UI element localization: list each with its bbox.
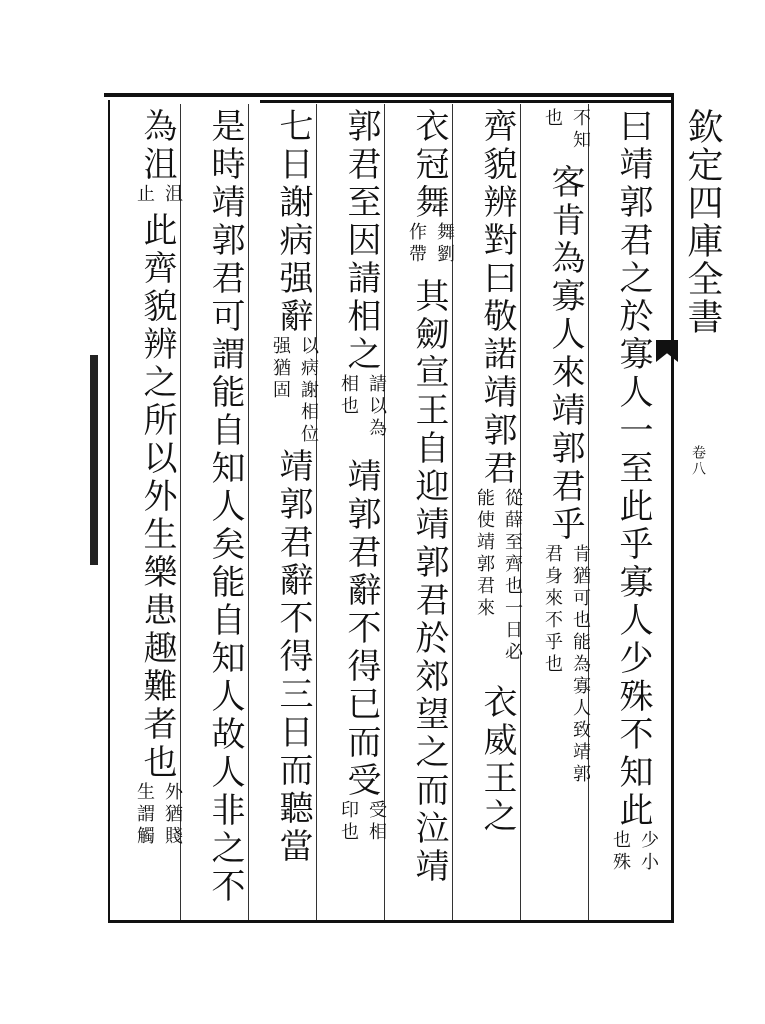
annotation-text: 沮止 <box>134 184 183 206</box>
margin-book-title: 欽定四庫全書 <box>682 108 723 336</box>
main-text: 靖郭君辭不得三日而聽當 <box>273 448 313 866</box>
text-column <box>262 108 322 918</box>
margin-juan-number: 卷八 <box>690 445 706 477</box>
main-text: 客肯為寡人來靖郭君乎 <box>545 164 585 544</box>
annotation-text: 請以為相也 <box>338 374 387 440</box>
text-column <box>194 108 254 918</box>
main-text: 齊貌辨對曰敬諾靖郭君 <box>477 108 517 488</box>
binding-edge-mark <box>90 355 98 565</box>
main-text: 七日謝病强辭 <box>273 108 313 336</box>
annotation-text: 少小也殊 <box>610 830 659 874</box>
main-text: 郭君至因請相之 <box>341 108 381 374</box>
annotation-text: 舞劉作帶 <box>406 222 455 266</box>
frame-top-inner-border <box>260 100 674 103</box>
text-column <box>602 108 662 918</box>
main-text: 衣威王之 <box>477 684 517 836</box>
text-column <box>126 108 186 918</box>
main-text: 是時靖郭君可謂能自知人矣能自知人故人非之不 <box>205 108 245 906</box>
main-text: 靖郭君辭不得已而受 <box>341 458 381 800</box>
annotation-text: 外猶賤生謂觸 <box>134 782 183 848</box>
frame-bottom-border <box>108 920 674 923</box>
main-text: 衣冠舞 <box>409 108 449 222</box>
main-text: 其劒宣王自迎靖郭君於郊望之而泣靖 <box>409 278 449 886</box>
frame-right-border <box>671 93 674 923</box>
main-text: 曰靖郭君之於寡人一至此乎寡人少殊不知此 <box>613 108 653 830</box>
annotation-text: 不知也 <box>542 108 591 152</box>
main-text: 此齊貌辨之所以外生樂患趣難者也 <box>137 212 177 782</box>
text-column <box>330 108 390 918</box>
text-column <box>534 108 594 918</box>
main-text: 為沮 <box>137 108 177 184</box>
annotation-text: 肯猶可也能為寡人致靖郭君身來不乎也 <box>542 544 591 786</box>
frame-left-border <box>108 100 110 922</box>
annotation-text: 從薛至齊也一日必能使靖郭君來 <box>474 488 523 664</box>
annotation-text: 以病謝相位强猶固 <box>270 336 319 446</box>
frame-top-border <box>104 93 674 97</box>
text-column <box>466 108 526 918</box>
annotation-text: 受相印也 <box>338 800 387 844</box>
text-column <box>398 108 458 918</box>
